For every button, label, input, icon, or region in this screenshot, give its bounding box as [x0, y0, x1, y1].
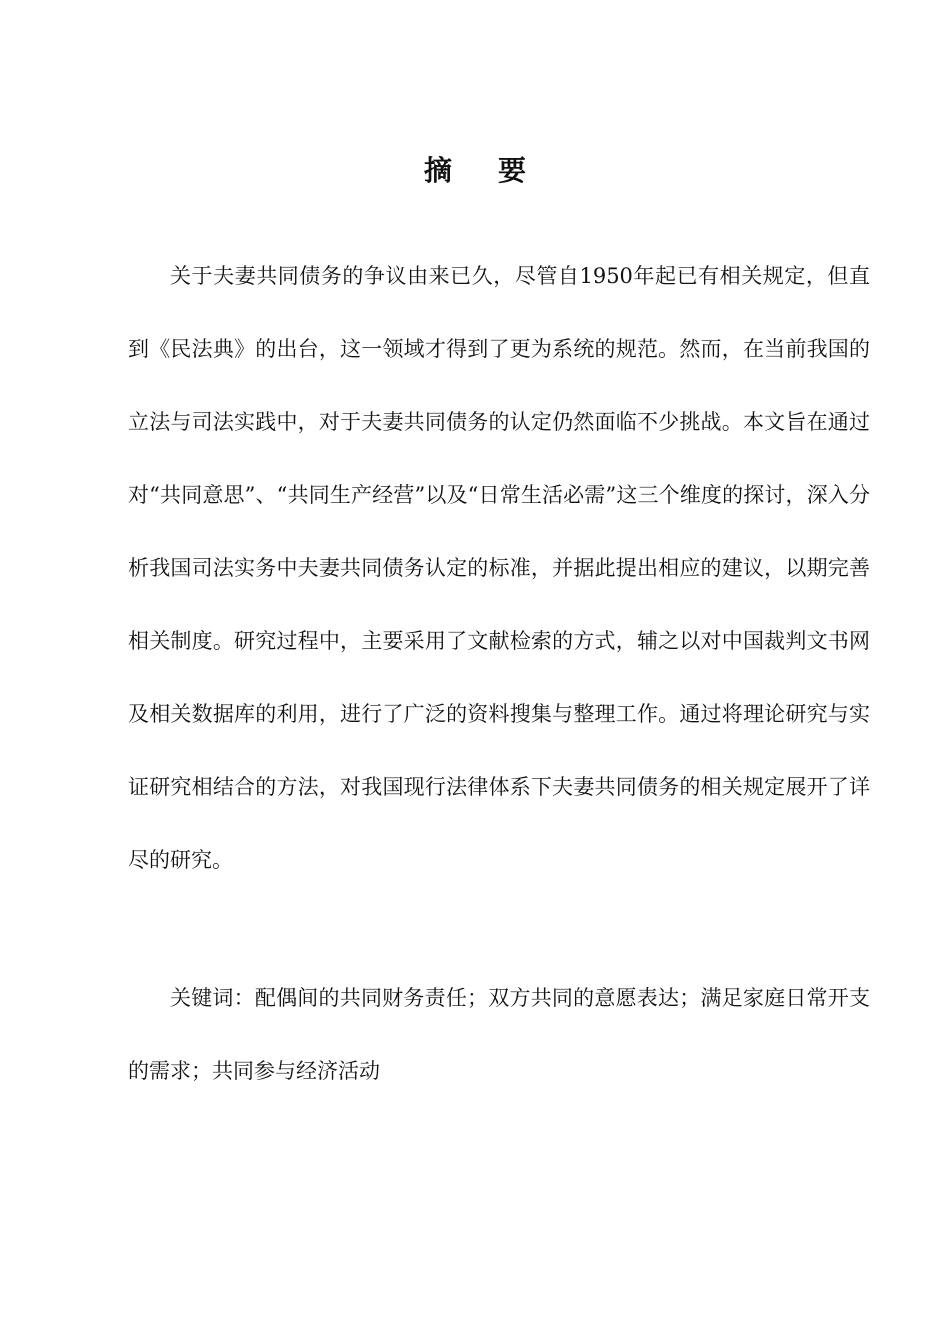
keywords-label: 关键词：	[170, 986, 255, 1010]
abstract-title: 摘要	[423, 154, 572, 187]
keywords-paragraph	[128, 962, 870, 1108]
abstract-body: 关于夫妻共同债务的争议由来已久，尽管自1950年起已有相关规定，但直到《民法典》的出台，这一领域才得到了更为系统的规范。然而，在当前我国的立法与司法实践中，对于夫妻共同债务的认定仍然面临不少挑战。本文旨在通过对“共同意思”、“共同生产经营”以及“日常生活必需”这三个维度的探讨，深入分析我国司法实务中夫妻共同债务认定的标准，并据此提出相应的建议，以期完善相关制度。研究过程中，主要采用了文献检索的方式，辅之以对中国裁判文书网及相关数据库的利用，进行了广泛的资料搜集与整理工作。通过将理论研究与实证研究相结合的方法，对我国现行法律体系下夫妻共同债务的相关规定展开了详尽的研究。	[128, 264, 870, 872]
keywords-text: 配偶间的共同财务责任；双方共同的意愿表达；满足家庭日常开支的需求；共同参与经济活动	[128, 986, 870, 1083]
